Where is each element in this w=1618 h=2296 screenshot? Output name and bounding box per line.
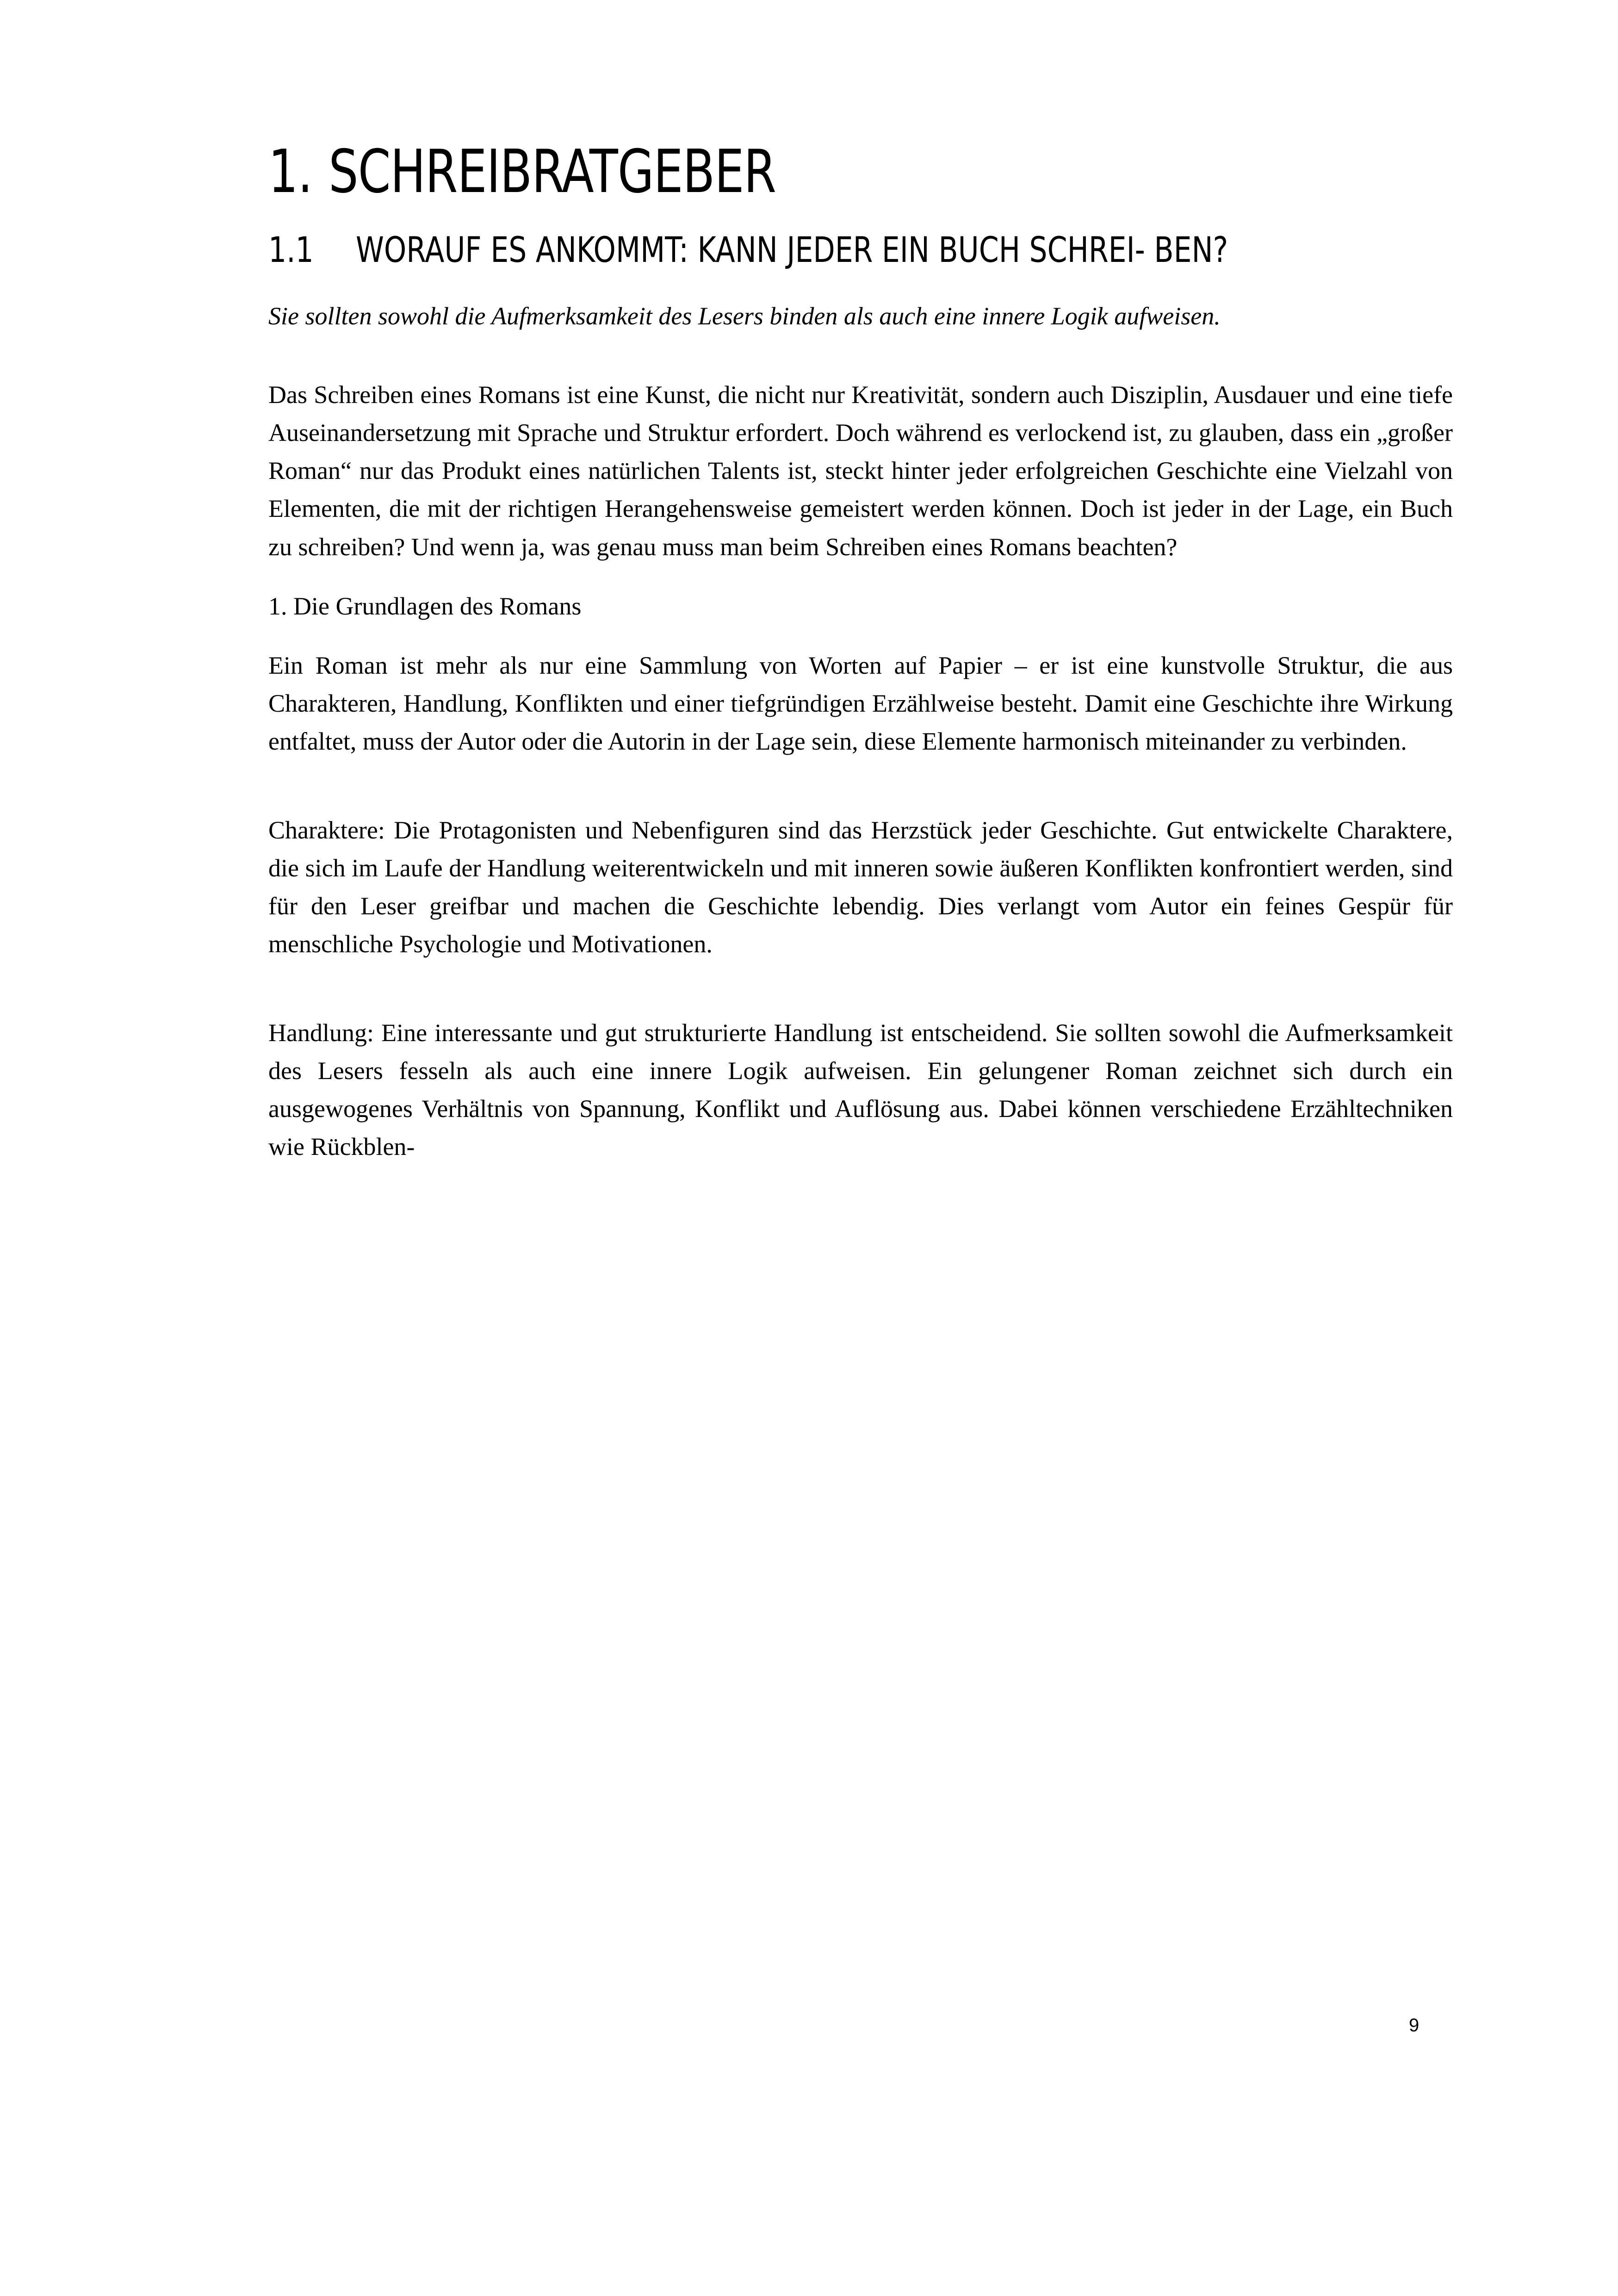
paragraph-spacer-1 [268, 782, 1453, 811]
chapter-title: SCHREIBRATGEBER [329, 137, 776, 206]
body-paragraph-1: Das Schreiben eines Romans ist eine Kunst, die nicht nur Kreativität, sondern auch Disziplin, Ausdauer und eine tiefe Auseinandersetzung mit Sprache und Struktur erfordert. Doch während es verlockend ist, zu glauben, dass ein „großer Roman“ nur das Produkt eines natürlichen Talents ist, steckt hinter jeder erfolgreichen Geschichte eine Vielzahl von Elementen, die mit der richtigen Herangehensweise gemeistert werden können. Doch ist jeder in der Lage, ein Buch zu schreiben? Und wenn ja, was genau muss man beim Schreiben eines Romans beachten? [268, 381, 1453, 561]
body-paragraph-3: Ein Roman ist mehr als nur eine Sammlung von Worten auf Papier – er ist eine kunstvolle Struktur, die aus Charakteren, Handlung, Konflikten und einer tiefgründigen Erzählweise besteht. Damit eine Geschichte ihre Wirkung entfaltet, muss der Autor oder die Autorin in der Lage sein, diese Elemente harmonisch miteinander zu verbinden. [268, 651, 1453, 755]
page-content [268, 139, 1453, 1187]
section-heading [268, 227, 1451, 273]
body-paragraph-4: Charaktere: Die Protagonisten und Nebenfiguren sind das Herzstück jeder Geschichte. Gut entwickelte Charaktere, die sich im Laufe der Handlung weiterentwickeln und mit inneren sowie äußeren Konflikten konfrontiert werden, sind für den Leser greifbar und machen die Geschichte lebendig. Dies verlangt vom Autor ein feines Gespür für menschliche Psychologie und Motivationen. [268, 816, 1453, 958]
body-paragraph-2: 1. Die Grundlagen des Romans [268, 592, 582, 620]
section-title-line-1: WORAUF ES ANKOMMT: KANN JEDER EIN BUCH SCHREI- [356, 229, 1145, 271]
section-title [356, 227, 1451, 273]
lead-paragraph: Sie sollten sowohl die Aufmerksamkeit des Lesers binden als auch eine innere Logik aufweisen. [268, 302, 1221, 330]
paragraph-spacer-2 [268, 984, 1453, 1014]
section-title-line-2: BEN? [1154, 229, 1228, 271]
chapter-heading [268, 139, 1311, 205]
section-number: 1.1 [268, 229, 314, 271]
chapter-number: 1. [268, 137, 312, 206]
body-paragraph-5: Handlung: Eine interessante und gut strukturierte Handlung ist entscheidend. Sie sollten sowohl die Aufmerksamkeit des Lesers fesseln als auch eine innere Logik aufweisen. Ein gelungener Roman zeichnet sich durch ein ausgewogenes Verhältnis von Spannung, Konflikt und Auflösung aus. Dabei können verschiedene Erzähltechniken wie Rückblen- [268, 1019, 1453, 1161]
page-number: 9 [1409, 2015, 1420, 2035]
